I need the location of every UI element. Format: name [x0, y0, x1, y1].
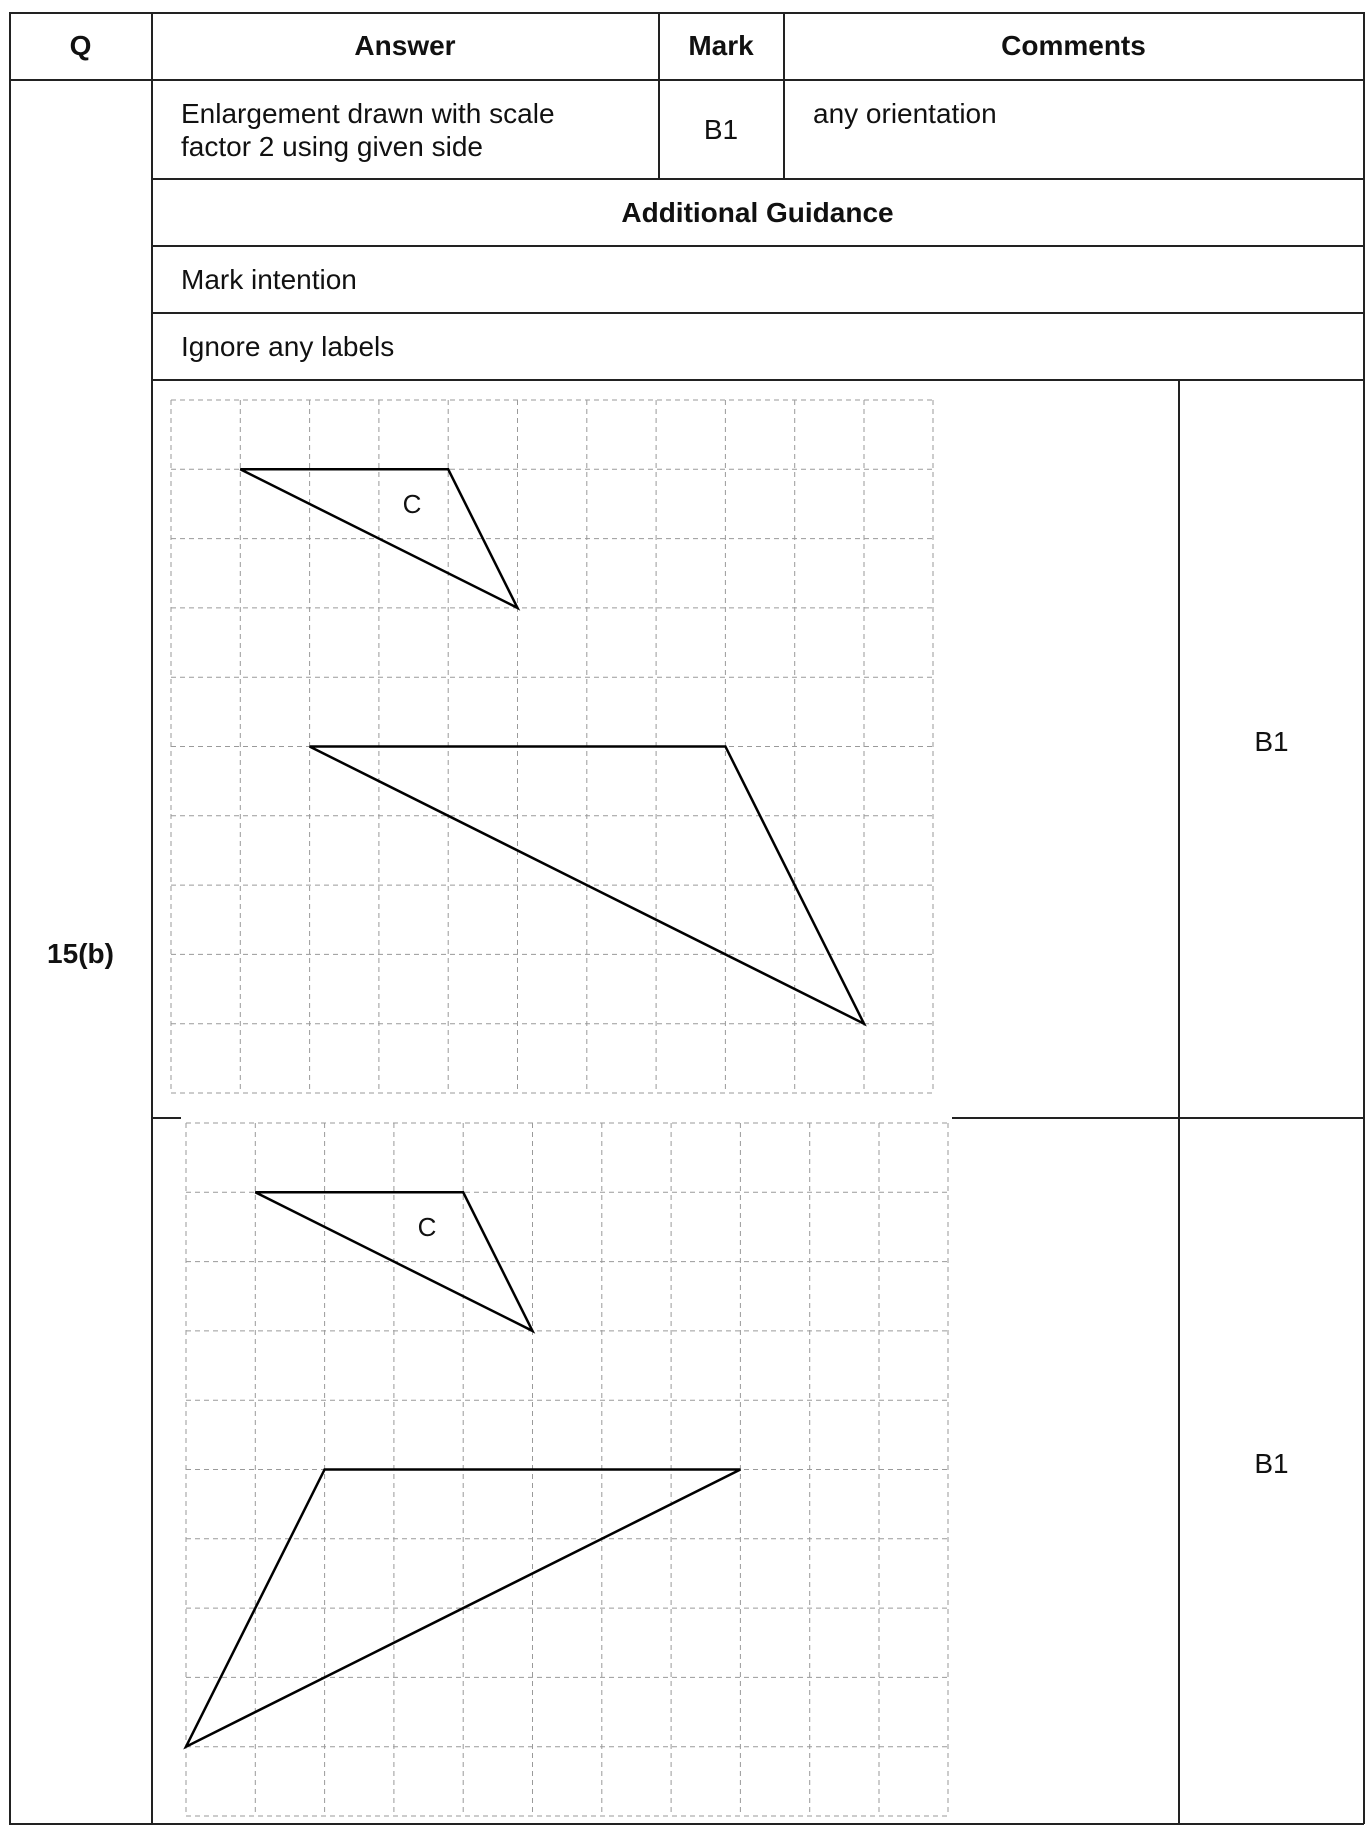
- shape-label-c: C: [402, 489, 422, 519]
- row-separator-guidance-title: [151, 245, 1364, 247]
- question-number: 15(b): [47, 938, 114, 969]
- table-header-separator: [9, 79, 1364, 81]
- header-q: Q: [69, 30, 92, 61]
- column-separator-example-mark: [1178, 379, 1180, 1824]
- row-separator-note2: [151, 379, 1364, 381]
- row-separator-note1: [151, 312, 1364, 314]
- example2-mark: B1: [1254, 1448, 1289, 1479]
- answer-mark: B1: [703, 114, 739, 145]
- table-border-bottom: [9, 1823, 1364, 1825]
- answer-text-line2: factor 2 using given side: [181, 131, 483, 162]
- table-border-top: [9, 12, 1364, 14]
- guidance-note-ignore-labels: Ignore any labels: [181, 331, 395, 362]
- table-border-right: [1363, 12, 1365, 1824]
- answer-comment: any orientation: [813, 98, 997, 129]
- row-separator-example1-right: [952, 1117, 1364, 1119]
- shape-label-c: C: [417, 1212, 437, 1242]
- guidance-title: Additional Guidance: [621, 197, 894, 228]
- table-border-left: [9, 12, 11, 1824]
- row-separator-answer: [151, 178, 1364, 180]
- row-separator-example1-left: [151, 1117, 181, 1119]
- example-grid-1: [171, 400, 933, 1096]
- guidance-note-mark-intention: Mark intention: [181, 264, 357, 295]
- header-mark: Mark: [688, 30, 754, 61]
- answer-text-line1: Enlargement drawn with scale: [181, 98, 555, 129]
- example-grid-2: [186, 1123, 948, 1819]
- header-answer: Answer: [354, 30, 456, 61]
- column-separator-q: [151, 12, 153, 1824]
- example1-mark: B1: [1254, 726, 1289, 757]
- header-comments: Comments: [1001, 30, 1146, 61]
